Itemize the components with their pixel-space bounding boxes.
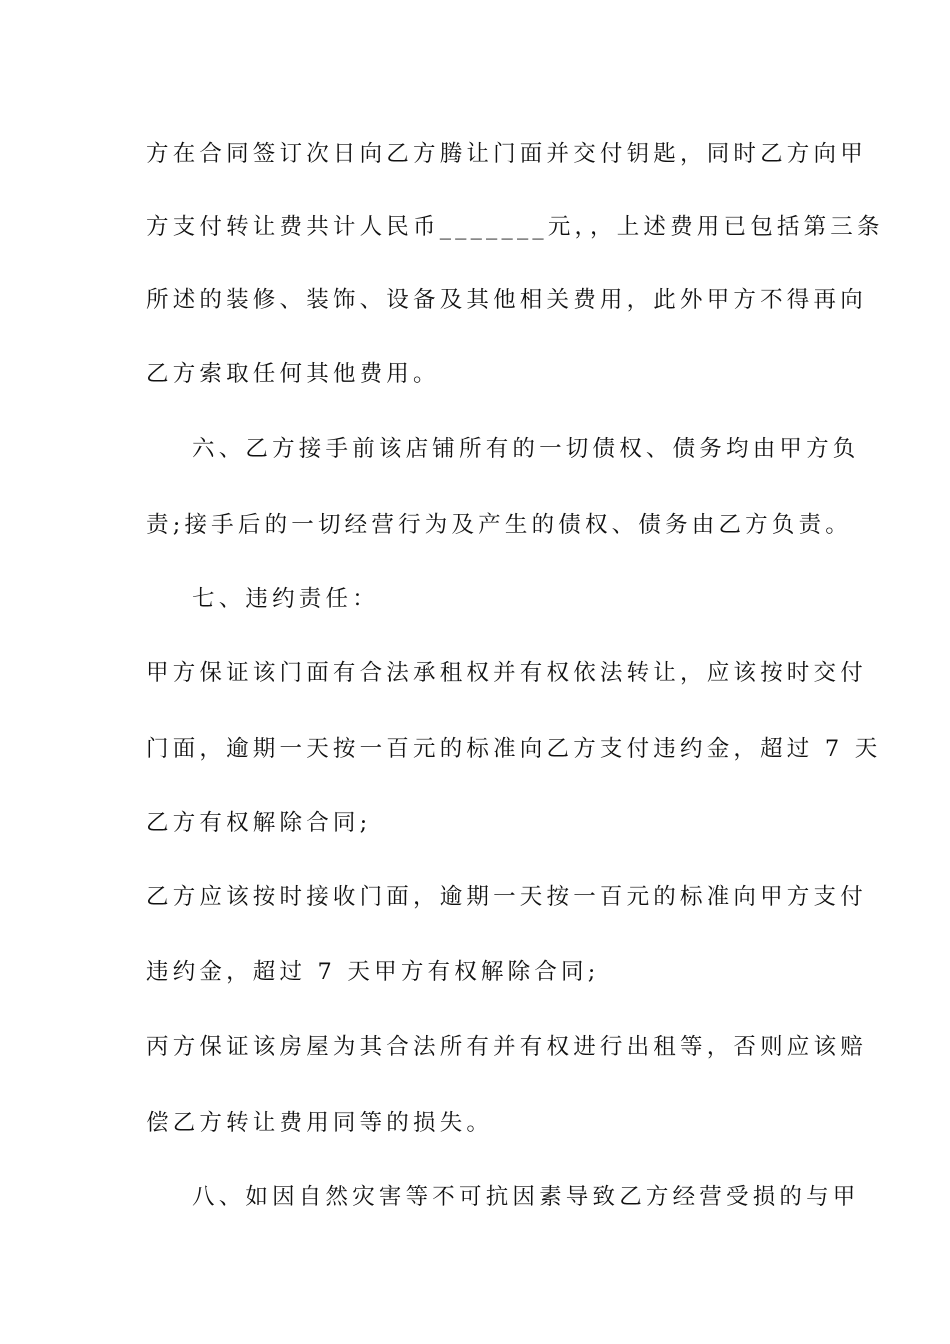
text-line: 六、乙方接手前该店铺所有的一切债权、债务均由甲方负 bbox=[192, 436, 860, 462]
text-line: 偿乙方转让费用同等的损失。 bbox=[146, 1110, 494, 1136]
text-line: 乙方索取任何其他费用。 bbox=[146, 361, 440, 387]
text-line: 违约金，超过 7 天甲方有权解除合同; bbox=[146, 959, 600, 985]
text-line: 乙方应该按时接收门面，逾期一天按一百元的标准向甲方支付 bbox=[146, 884, 867, 910]
text-line: 甲方保证该门面有合法承租权并有权依法转让，应该按时交付 bbox=[146, 660, 867, 686]
text-line: 方在合同签订次日向乙方腾让门面并交付钥匙，同时乙方向甲 bbox=[146, 141, 867, 167]
text-line: 丙方保证该房屋为其合法所有并有权进行出租等，否则应该赔 bbox=[146, 1034, 867, 1060]
text-line: 责;接手后的一切经营行为及产生的债权、债务由乙方负责。 bbox=[146, 512, 852, 538]
text-line: 八、如因自然灾害等不可抗因素导致乙方经营受损的与甲 bbox=[192, 1184, 860, 1210]
text-line: 方支付转让费共计人民币_______元，，上述费用已包括第三条 bbox=[146, 214, 884, 240]
section-heading: 七、违约责任： bbox=[192, 586, 379, 612]
text-line: 乙方有权解除合同; bbox=[146, 810, 372, 836]
text-line: 所述的装修、装饰、设备及其他相关费用，此外甲方不得再向 bbox=[146, 287, 867, 313]
text-line: 门面，逾期一天按一百元的标准向乙方支付违约金，超过 7 天 bbox=[146, 736, 882, 762]
